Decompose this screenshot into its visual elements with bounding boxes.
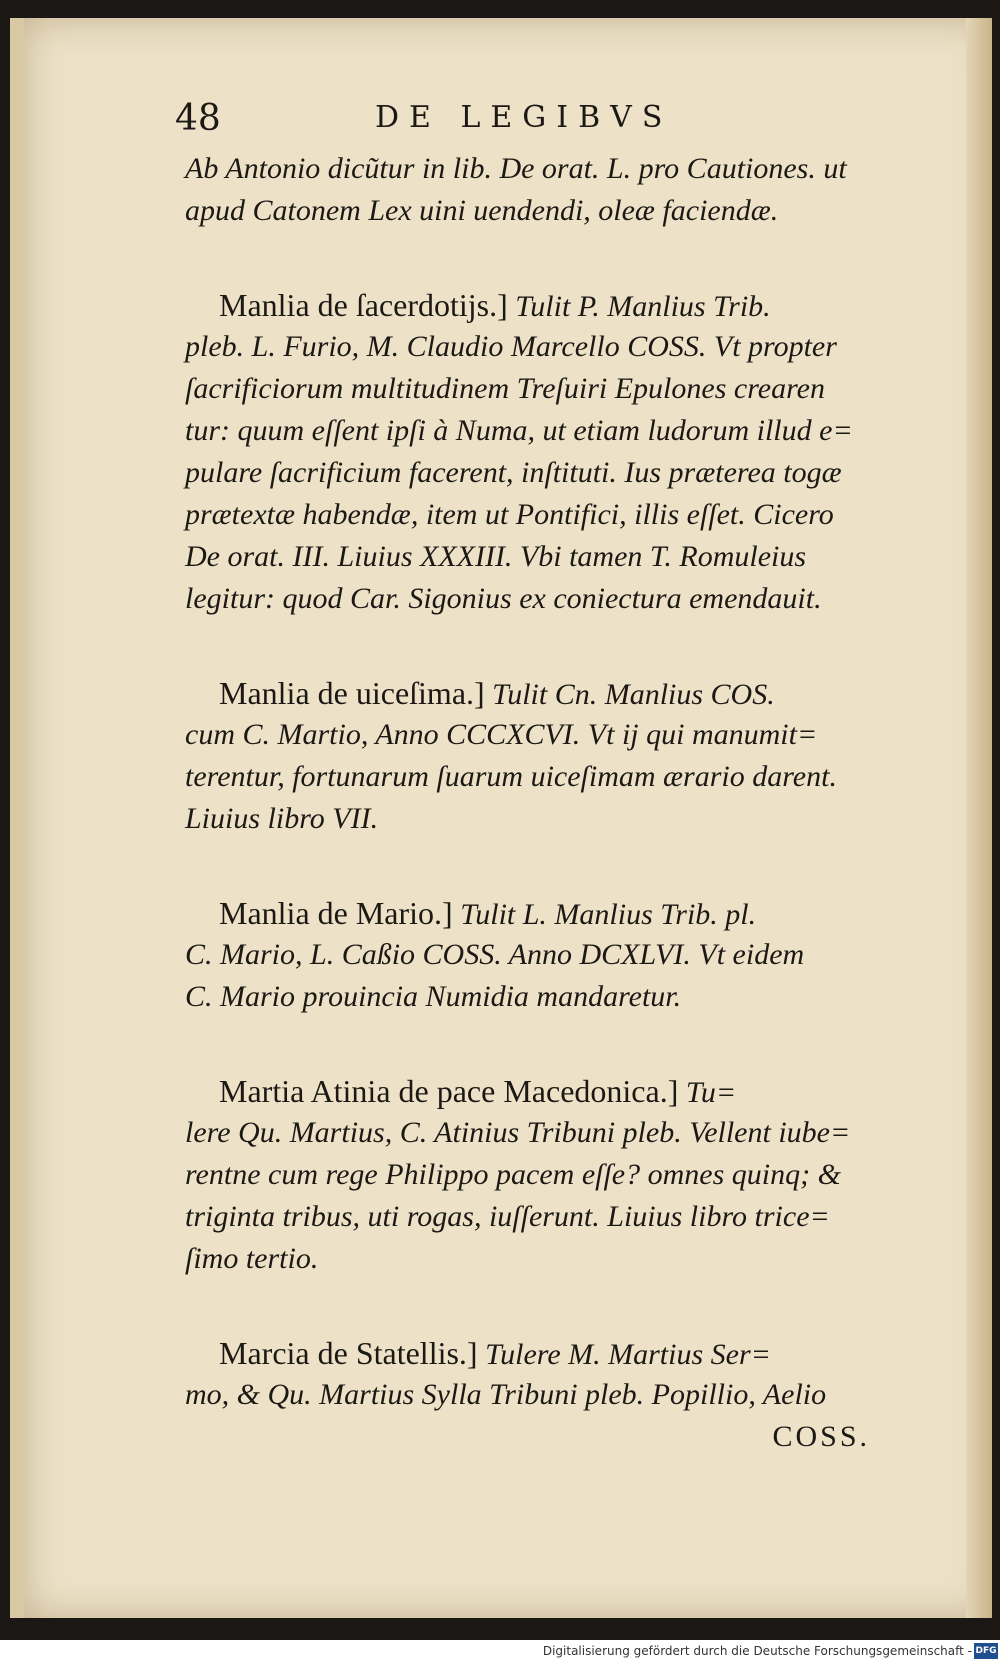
text-line: ſimo tertio.: [185, 1242, 319, 1275]
text-block: [185, 148, 915, 1510]
paragraph-manlia-de-uicesima: [185, 672, 915, 840]
paragraph-martia-atinia: [185, 1070, 915, 1280]
paragraph-marcia-de-statellis: [185, 1332, 915, 1458]
paragraph-manlia-de-sacerdotiis: [185, 284, 915, 620]
text-line: mo, & Qu. Martius Sylla Tribuni pleb. Popillio, Aelio: [185, 1378, 827, 1411]
text-line: apud Catonem Lex uini uendendi, oleæ faciendæ.: [185, 194, 779, 227]
text-line: legitur: quod Car. Sigonius ex coniectura emendauit.: [185, 582, 822, 615]
text-line: C. Mario prouincia Numidia mandaretur.: [185, 980, 682, 1013]
text-line: C. Mario, L. Caßio COSS. Anno DCXLVI. Vt eidem: [185, 938, 805, 971]
text-line: De orat. III. Liuius XXXIII. Vbi tamen T. Romuleius: [185, 540, 807, 573]
text-line: lere Qu. Martius, C. Atinius Tribuni pleb. Vellent iube=: [185, 1116, 851, 1149]
text-line: Tulit P. Manlius Trib.: [515, 290, 771, 323]
text-line: ſacrificiorum multitudinem Treſuiri Epulones crearen: [185, 372, 825, 405]
entry-title: Martia Atinia de pace Macedonica.]: [219, 1073, 679, 1109]
paragraph-manlia-de-mario: [185, 892, 915, 1018]
text-line: pleb. L. Furio, M. Claudio Marcello COSS. Vt propter: [185, 330, 837, 363]
page-number: 48: [175, 98, 221, 139]
paragraph-continuation: [185, 148, 915, 232]
running-title: DE LEGIBVS: [375, 100, 673, 135]
text-line: Liuius libro VII.: [185, 802, 379, 835]
footer: [0, 1640, 1000, 1665]
text-line: Tulit L. Manlius Trib. pl.: [460, 898, 757, 931]
page-edge: [966, 18, 992, 1618]
text-line: COSS.: [772, 1420, 870, 1453]
text-line: pulare ſacrificium facerent, inſtituti. Ius præterea togæ: [185, 456, 842, 489]
text-line: cum C. Martio, Anno CCCXCVI. Vt ij qui manumit=: [185, 718, 818, 751]
text-line: tur: quum eſſent ipſi à Numa, ut etiam ludorum illud e=: [185, 414, 853, 447]
page-header: [175, 98, 735, 146]
text-line: rentne cum rege Philippo pacem eſſe? omnes quinq; &: [185, 1158, 841, 1191]
text-line: Tulit Cn. Manlius COS.: [492, 678, 775, 711]
entry-title: Marcia de Statellis.]: [219, 1335, 478, 1371]
text-line: terentur, fortunarum ſuarum uiceſimam ærario darent.: [185, 760, 837, 793]
text-line: prætextæ habendæ, item ut Pontifici, illis eſſet. Cicero: [185, 498, 834, 531]
entry-title: Manlia de ſacerdotijs.]: [219, 287, 508, 323]
entry-title: Manlia de uiceſima.]: [219, 675, 485, 711]
text-line: Ab Antonio dicũtur in lib. De orat. L. pro Cautiones. ut: [185, 152, 847, 185]
text-line: Tulere M. Martius Ser=: [485, 1338, 771, 1371]
text-line: triginta tribus, uti rogas, iuſſerunt. Liuius libro trice=: [185, 1200, 830, 1233]
digitization-credit: Digitalisierung gefördert durch die Deutsche Forschungsgemeinschaft -: [542, 1644, 972, 1658]
text-line: Tu=: [685, 1076, 737, 1109]
dfg-logo: DFG: [974, 1643, 998, 1659]
entry-title: Manlia de Mario.]: [219, 895, 453, 931]
